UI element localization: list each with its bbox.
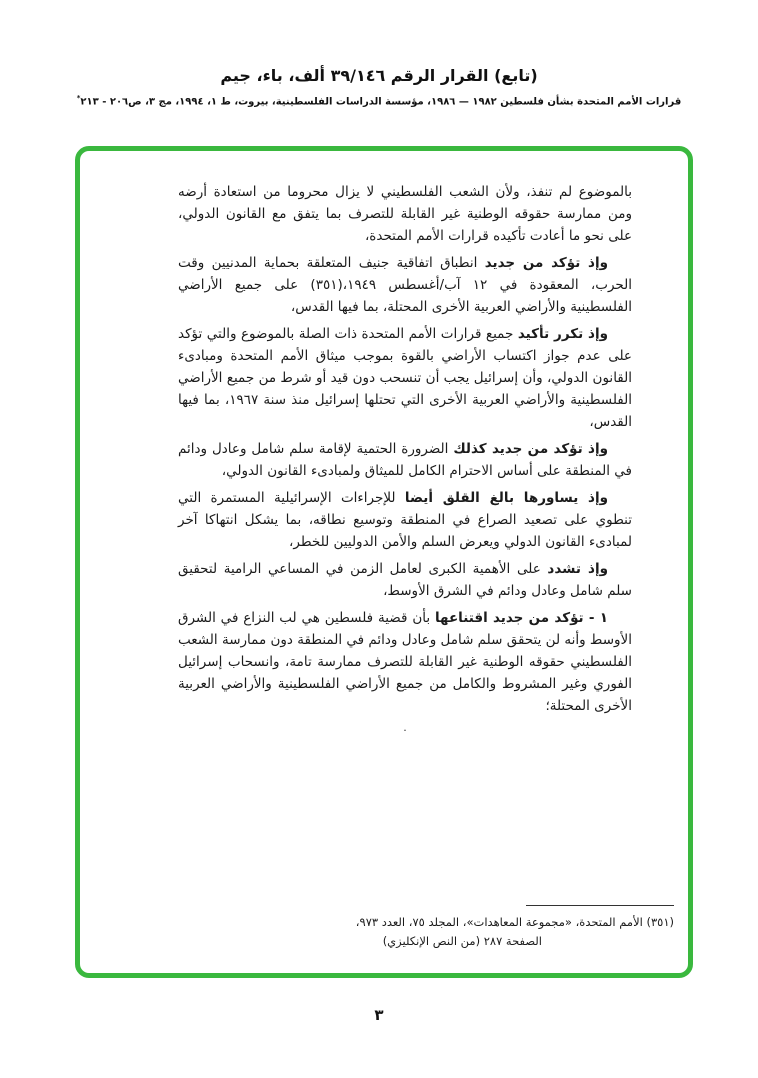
page-number: ٣ [374, 1006, 384, 1024]
end-mark: . [403, 721, 407, 734]
document-header [0, 66, 758, 107]
paragraph-text: جميع قرارات الأمم المتحدة ذات الصلة بالموضوع والتي تؤكد على عدم جواز اكتساب الأراضي بالقوة بموجب ميثاق الأمم المتحدة ومبادىء القانون الدولي، وأن إسرائيل يجب أن تنسحب دون قيد أو شرط من جميع الأراضي الفلسطينية والأراضي العربية الأخرى التي تحتلها إسرائيل منذ سنة ١٩٦٧، بما فيها القدس، [178, 326, 632, 430]
body-text [178, 181, 632, 734]
paragraph-lead: وإذ تؤكد من جديد كذلك [453, 441, 608, 457]
paragraph [178, 487, 632, 553]
paragraph [178, 252, 632, 318]
paragraph-lead: وإذ يساورها بالغ القلق أيضا [404, 490, 608, 506]
paragraph [178, 607, 632, 717]
paragraph [178, 558, 632, 602]
footnote-reference: (٣٥١) الأمم المتحدة، «مجموعة المعاهدات»، المجلد ٧٥، العدد ٩٧٣، [355, 915, 674, 929]
footnote [334, 905, 674, 951]
paragraph-lead: وإذ تشدد [547, 561, 608, 577]
paragraph-text: بالموضوع لم تنفذ، ولأن الشعب الفلسطيني لا يزال محروما من استعادة أرضه ومن ممارسة حقوقه الوطنية غير القابلة للتصرف بما يتفق مع القانون الدولي، على نحو ما أعادت تأكيده قرارات الأمم المتحدة، [178, 184, 632, 244]
paragraph-text: الضرورة الحتمية لإقامة سلم شامل وعادل ودائم في المنطقة على أساس الاحترام الكامل للميثاق ولمبادىء القانون الدولي، [178, 441, 632, 479]
source-note-mark: * [76, 94, 81, 102]
paragraph-lead: وإذ تؤكد من جديد [484, 255, 608, 271]
paragraph [178, 181, 632, 247]
paragraph-text: انطباق اتفاقية جنيف المتعلقة بحماية المدنيين وقت الحرب، المعقودة في ١٢ آب/أغسطس ١٩٤٩،(٣٥١) على جميع الأراضي الفلسطينية والأراضي العربية الأخرى المحتلة، بما فيها القدس، [178, 255, 632, 315]
paragraph [178, 323, 632, 433]
paragraph [178, 438, 632, 482]
paragraph-lead: وإذ تكرر تأكيد [517, 326, 609, 342]
source-text: قرارات الأمم المتحدة بشأن فلسطين ١٩٨٢ — ١٩٨٦، مؤسسة الدراسات الفلسطينية، بيروت، ط ١، ١٩٩٤، مج ٣، ص٢٠٦ - ٢١٣ [80, 96, 682, 108]
footnote-divider [526, 905, 674, 906]
paragraph-lead: ١ - تؤكد من جديد اقتناعها [434, 610, 608, 626]
paragraph-text: على الأهمية الكبرى لعامل الزمن في المساعي الرامية لتحقيق سلم شامل وعادل ودائم في الشرق الأوسط، [178, 561, 632, 599]
document-source-line [0, 94, 758, 107]
document-title: (تابع) القرار الرقم ٣٩/١٤٦ ألف، باء، جيم [220, 66, 538, 85]
paragraph-text: للإجراءات الإسرائيلية المستمرة التي تنطوي على تصعيد الصراع في المنطقة وتوسيع نطاقه، بما يشكل انتهاكا آخر لمبادىء القانون الدولي ويعرض السلم والأمن الدوليين للخطر، [178, 490, 632, 550]
paragraph-text: بأن قضية فلسطين هي لب النزاع في الشرق الأوسط وأنه لن يتحقق سلم شامل وعادل ودائم في المنطقة دون ممارسة الشعب الفلسطيني حقوقه الوطنية غير القابلة للتصرف ممارسة تامة، وانسحاب إسرائيل الفوري وغير المشروط والكامل من جميع الأراضي الفلسطينية والأراضي العربية الأخرى المحتلة؛ [178, 610, 632, 714]
highlighted-region [75, 146, 693, 978]
footnote-reference-continuation: الصفحة ٢٨٧ (من النص الإنكليزي) [382, 934, 542, 948]
